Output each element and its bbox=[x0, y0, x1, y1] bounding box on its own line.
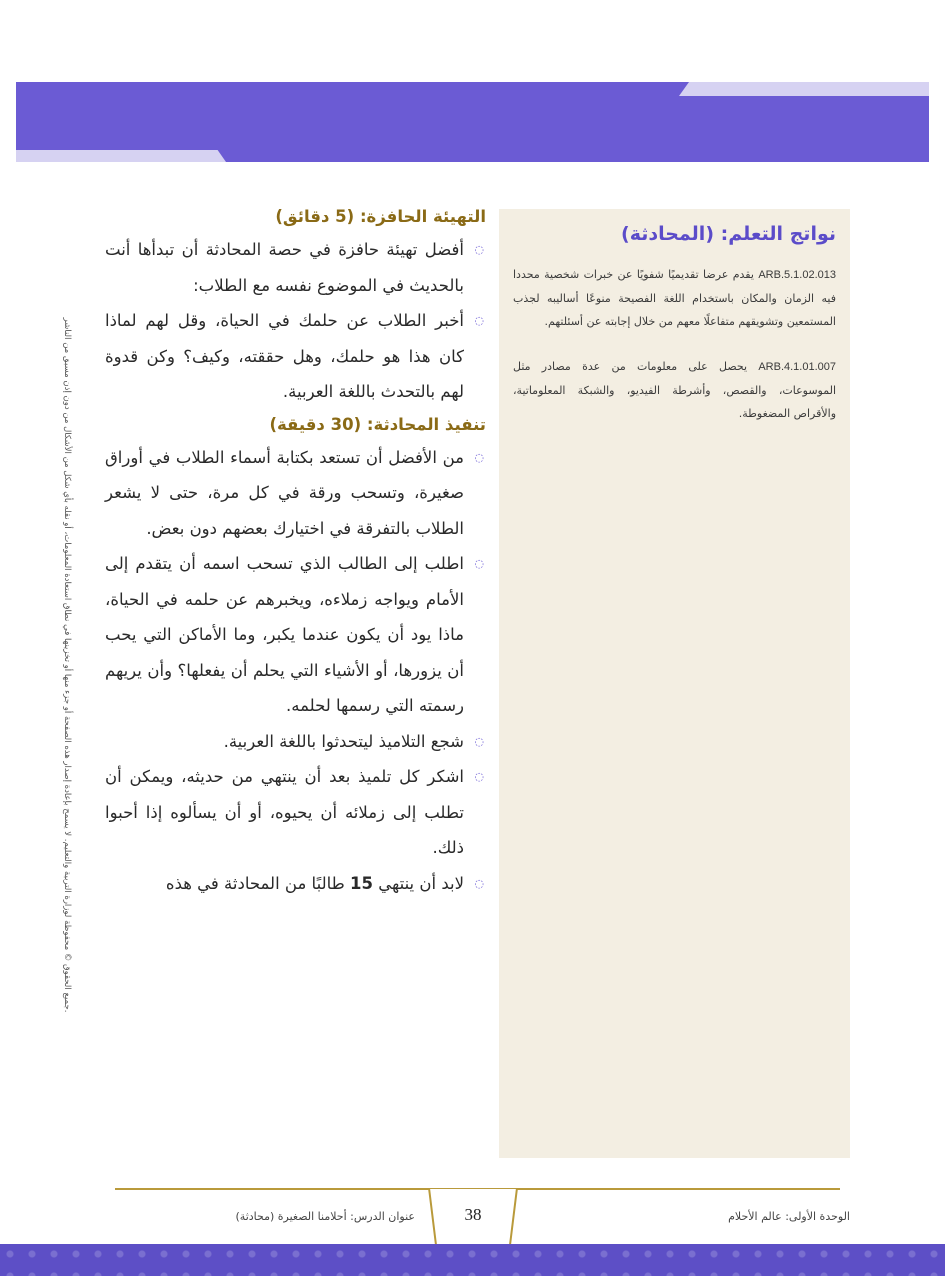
list-item bbox=[105, 303, 486, 410]
outcome-text: يحصل على معلومات من عدة مصادر مثل الموسوعات، والقصص، وأشرطة الفيديو، والشبكة المعلوماتية، والأقراص المضغوطة. bbox=[513, 360, 836, 420]
list-item-text-start: لابد أن ينتهي bbox=[378, 873, 464, 893]
bullet-icon: ◌ bbox=[474, 557, 484, 570]
copyright-note bbox=[62, 305, 72, 1025]
warmup-heading: التهيئة الحافزة: (5 دقائق) bbox=[275, 207, 486, 226]
list-item bbox=[105, 232, 486, 303]
list-item bbox=[105, 546, 486, 724]
header-band bbox=[16, 82, 929, 162]
list-item-text-end: طالبًا من المحادثة في هذه bbox=[165, 873, 345, 893]
list-item-text: شجع التلاميذ ليتحدثوا باللغة العربية. bbox=[223, 731, 464, 751]
list-item bbox=[105, 866, 486, 902]
bottom-decorative-band bbox=[0, 1244, 945, 1276]
page-number: 38 bbox=[464, 1205, 482, 1224]
outcomes-title: نواتج التعلم: (المحادثة) bbox=[621, 223, 836, 245]
execution-heading: تنفيذ المحادثة: (30 دقيقة) bbox=[269, 414, 486, 434]
copyright-text: جميع الحقوق © محفوظة لوزارة التربية والتعليم. لا يسمح بإعادة إصدار هذه الصفحة أو جزء منها أو تخزينها في نطاق استعادة المعلومات، أو نقله بأي شكل من الأشكال من دون إذن مسبق من الناشر. bbox=[62, 317, 72, 1013]
list-item-text: من الأفضل أن تستعد بكتابة أسماء الطلاب في أوراق صغيرة، وتسحب ورقة في كل مرة، حتى لا يشعر الطلاب بالتفرقة في اختيارك بعضهم دون بعض. bbox=[105, 447, 464, 538]
list-item-text: أخبر الطلاب عن حلمك في الحياة، وقل لهم لماذا كان هذا هو حلمك، وهل حققته، وكيف؟ وكن قدوة لهم بالتحدث باللغة العربية. bbox=[105, 311, 464, 401]
list-item-text: أفضل تهيئة حافزة في حصة المحادثة أن تبدأها أنت بالحديث في الموضوع نفسه مع الطلاب: bbox=[105, 240, 464, 295]
header-accent-strip-bottom bbox=[16, 150, 226, 162]
list-item bbox=[105, 440, 486, 547]
bullet-icon: ◌ bbox=[474, 770, 484, 783]
outcome-code: ARB.4.1.01.007 bbox=[758, 361, 836, 373]
student-count: 15 bbox=[350, 873, 373, 893]
outcome-code: ARB.5.1.02.013 bbox=[758, 269, 836, 281]
execution-list bbox=[105, 440, 486, 902]
outcome-item bbox=[513, 263, 836, 333]
list-item bbox=[105, 724, 486, 760]
warmup-list bbox=[105, 232, 486, 410]
outcome-text: يقدم عرضا تقديميًا شفويًا عن خبرات شخصية محددا فيه الزمان والمكان باستخدام اللغة الفصيحة منوعًا أساليبه لجذب المستمعين وتشويقهم متفاعلًا معهم من خلال إجابته عن أسئلتهم. bbox=[513, 268, 836, 328]
learning-outcomes-panel bbox=[499, 209, 850, 1158]
bullet-icon: ◌ bbox=[474, 450, 484, 464]
bullet-icon: ◌ bbox=[474, 876, 484, 890]
unit-title: الوحدة الأولى: عالم الأحلام bbox=[728, 1210, 850, 1223]
outcome-item bbox=[513, 355, 836, 425]
bullet-icon: ◌ bbox=[474, 734, 484, 748]
list-item-text: اشكر كل تلميذ بعد أن ينتهي من حديثه، ويمكن أن تطلب إلى زملائه أن يحيوه، أو أن يسألوه إذا أحبوا ذلك. bbox=[105, 767, 464, 857]
list-item bbox=[105, 759, 486, 866]
list-item-text: اطلب إلى الطالب الذي تسحب اسمه أن يتقدم إلى الأمام ويواجه زملاءه، ويخبرهم عن حلمه في الحياة، ماذا يود أن يكون عندما يكبر، وما الأماكن التي يحب أن يزورها، أو الأشياء التي يحلم أن يفعلها؟ وأن يريهم رسمته التي رسمها لحلمه. bbox=[105, 554, 464, 715]
bullet-icon: ◌ bbox=[474, 314, 484, 327]
lesson-content bbox=[105, 202, 486, 901]
bullet-icon: ◌ bbox=[474, 243, 484, 256]
lesson-title: عنوان الدرس: أحلامنا الصغيرة (محادثة) bbox=[235, 1210, 415, 1223]
header-accent-strip bbox=[679, 82, 929, 96]
